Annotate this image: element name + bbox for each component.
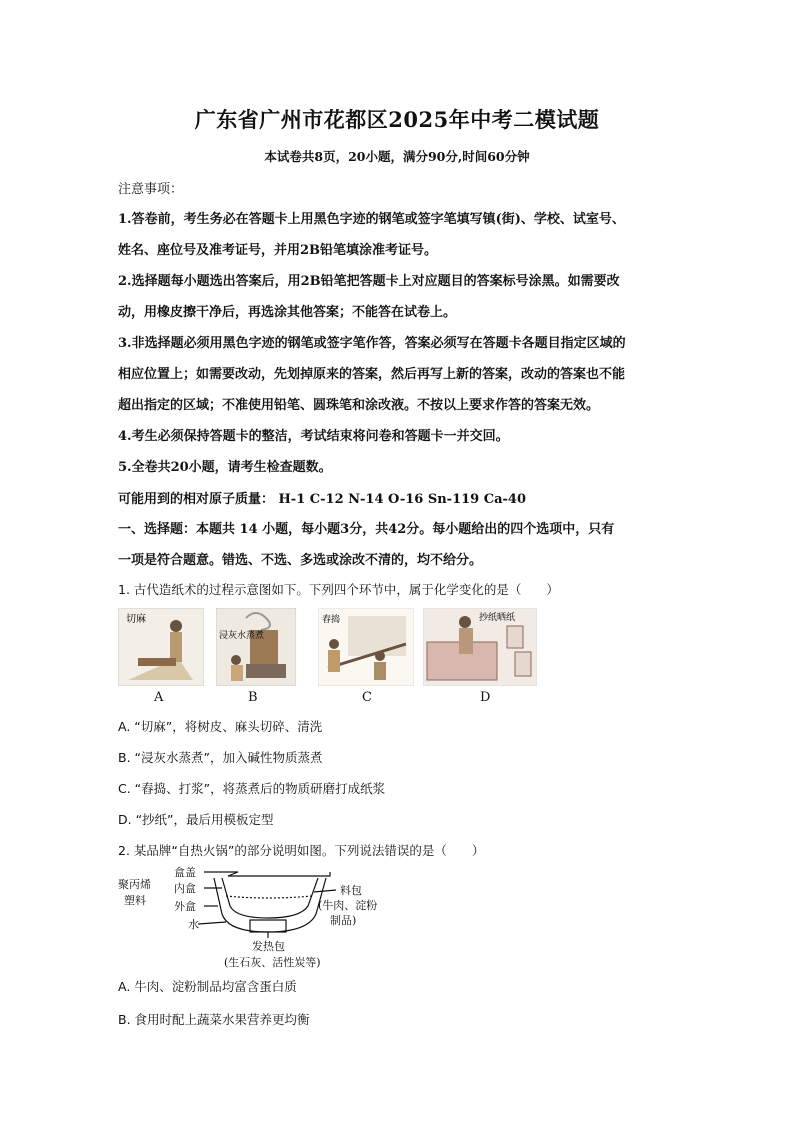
illustration-label: 浸灰水蒸煮: [219, 631, 265, 641]
notice-line: 姓名、座位号及准考证号，并用2B铅笔填涂准考证号。: [118, 243, 438, 258]
notice-line: 4.考生必须保持答题卡的整洁，考试结束将问卷和答题卡一并交回。: [118, 429, 509, 444]
illustration-make-paper: [423, 608, 537, 686]
illustration-label: 舂捣: [322, 615, 341, 625]
diagram-label-heater: 发热包: [252, 940, 285, 953]
diagram-label-food: 料包: [340, 884, 362, 897]
diagram-label-material: 塑料: [124, 894, 146, 907]
question-1-option: C. “舂捣、打浆”，将蒸煮后的物质研磨打成纸浆: [118, 781, 386, 796]
section-heading: 一、选择题：本题共 14 小题，每小题3分，共42分。每小题给出的四个选项中，只有: [118, 522, 615, 537]
self-heating-hotpot-diagram: [118, 866, 398, 972]
notice-line: 相应位置上；如需要改动，先划掉原来的答案，然后再写上新的答案，改动的答案也不能: [118, 367, 626, 382]
option-letter: D: [480, 690, 491, 705]
illustration-label: 抄纸晒纸: [479, 613, 516, 623]
question-2-option: A. 牛肉、淀粉制品均富含蛋白质: [118, 979, 297, 994]
option-letter: B: [248, 690, 258, 705]
diagram-label-food: (牛肉、淀粉: [318, 899, 378, 912]
atomic-masses: 可能用到的相对原子质量： H-1 C-12 N-14 O-16 Sn-119 Ca-40: [118, 492, 526, 507]
illustration-label: 切麻: [126, 614, 146, 625]
diagram-label-water: 水: [188, 918, 199, 931]
notice-line: 1.答卷前，考生务必在答题卡上用黑色字迹的钢笔或签字笔填写镇(街)、学校、试室号、: [118, 212, 625, 227]
notice-line: 超出指定的区域；不准使用铅笔、圆珠笔和涂改液。不按以上要求作答的答案无效。: [118, 398, 600, 413]
section-instructions: 一项是符合题意。错选、不选、多选或涂改不清的，均不给分。: [118, 553, 483, 568]
illustration-pound-pulp: [318, 608, 414, 686]
question-2-stem: 2. 某品牌“自热火锅”的部分说明如图。下列说法错误的是（ ）: [118, 843, 485, 858]
diagram-label-inner: 内盒: [174, 882, 196, 895]
papermaking-illustrations: [118, 608, 548, 688]
exam-info: 本试卷共8页，20小题，满分90分,时间60分钟: [264, 149, 530, 164]
question-1-option: A. “切麻”，将树皮、麻头切碎、清洗: [118, 719, 323, 734]
question-1-option: D. “抄纸”，最后用模板定型: [118, 812, 274, 827]
illustration-cut-hemp: [118, 608, 204, 686]
diagram-label-food: 制品): [330, 914, 357, 927]
question-1-stem: 1. 古代造纸术的过程示意图如下。下列四个环节中，属于化学变化的是（ ）: [118, 582, 559, 597]
notice-line: 5.全卷共20小题，请考生检查题数。: [118, 460, 332, 475]
notice-heading: 注意事项：: [118, 182, 184, 197]
diagram-label-outer: 外盒: [174, 900, 196, 913]
notice-line: 3.非选择题必须用黑色字迹的钢笔或签字笔作答，答案必须写在答题卡各题目指定区域的: [118, 336, 626, 351]
illustration-steam-boil: [216, 608, 296, 686]
notice-line: 2.选择题每小题选出答案后，用2B铅笔把答题卡上对应题目的答案标号涂黑。如需要改: [118, 274, 620, 289]
option-letter: A: [154, 690, 164, 705]
option-letter: C: [362, 690, 372, 705]
page-title: 广东省广州市花都区2025年中考二模试题: [194, 107, 600, 132]
notice-line: 动，用橡皮擦干净后，再选涂其他答案；不能答在试卷上。: [118, 305, 457, 320]
diagram-label-material: 聚丙烯: [118, 878, 151, 891]
diagram-label-lid: 盒盖: [174, 866, 196, 879]
diagram-label-heater: (生石灰、活性炭等): [224, 956, 321, 969]
question-1-option: B. “浸灰水蒸煮”，加入碱性物质蒸煮: [118, 750, 323, 765]
question-2-option: B. 食用时配上蔬菜水果营养更均衡: [118, 1012, 310, 1027]
